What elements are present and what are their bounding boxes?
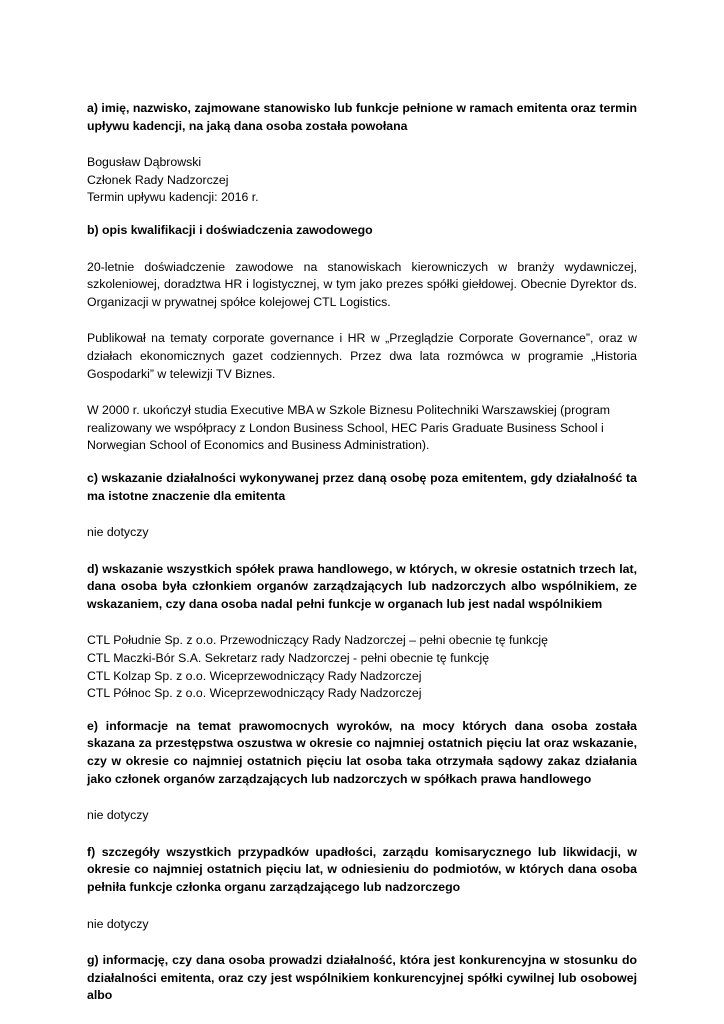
experience-paragraph: 20-letnie doświadczenie zawodowe na stanowiskach kierowniczych w branży wydawniczej, szkoleniowej, doradztwa HR i logistycznej, w tym jako prezes spółki giełdowej. Obecnie Dyrektor ds. Organizacji w prywatnej spółce kolejowej CTL Logistics. (87, 259, 637, 309)
education-paragraph (87, 402, 637, 455)
publications-paragraph: Publikował na tematy corporate governance i HR w „Przeglądzie Corporate Governance”, oraz w działach ekonomicznych gazet codziennych. Przez dwa lata rozmówca w programie „Historia Gospodarki” w telewizji TV Biznes. (87, 331, 637, 381)
person-position: Członek Rady Nadzorczej (87, 172, 229, 187)
company-item: CTL Północ Sp. z o.o. Wiceprzewodniczący Rady Nadzorczej (87, 686, 422, 701)
company-item: CTL Południe Sp. z o.o. Przewodniczący Rady Nadzorczej – pełni obecnie tę funkcję (87, 633, 548, 648)
section-a-details (87, 154, 637, 207)
education-line: Norwegian School of Economics and Business Administration). (87, 438, 430, 453)
section-b-heading: b) opis kwalifikacji i doświadczenia zawodowego (87, 222, 373, 237)
section-c-heading: c) wskazanie działalności wykonywanej przez daną osobę poza emitentem, gdy działalność ta ma istotne znaczenie dla emitenta (87, 470, 637, 503)
section-f-heading: f) szczegóły wszystkich przypadków upadłości, zarządu komisarycznego lub likwidacji, w okresie co najmniej ostatnich pięciu lat, w odniesieniu do podmiotów, w których dana osoba pełniła funkcje członka organu zarządzającego lub nadzorczego (87, 844, 637, 894)
section-c-answer: nie dotyczy (87, 525, 149, 540)
document-page (87, 100, 637, 1005)
company-list (87, 632, 637, 702)
section-f-answer: nie dotyczy (87, 916, 149, 931)
education-line: W 2000 r. ukończył studia Executive MBA w Szkole Biznesu Politechniki Warszawskiej (program (87, 403, 611, 418)
education-line: realizowany we współpracy z London Business School, HEC Paris Graduate Business School i (87, 420, 604, 435)
section-e-answer: nie dotyczy (87, 808, 149, 823)
company-item: CTL Maczki-Bór S.A. Sekretarz rady Nadzorczej - pełni obecnie tę funkcję (87, 651, 490, 666)
section-e-heading: e) informacje na temat prawomocnych wyroków, na mocy których dana osoba została skazana za przestępstwa oszustwa w okresie co najmniej ostatnich pięciu lat oraz wskazanie, czy w okresie co najmniej ostatnich pięciu lat osoba taka otrzymała sądowy zakaz działania jako członek organów zarządzających lub nadzorczych w spółkach prawa handlowego (87, 718, 637, 786)
section-a-heading: a) imię, nazwisko, zajmowane stanowisko lub funkcje pełnione w ramach emitenta oraz termin upływu kadencji, na jaką dana osoba została powołana (87, 101, 637, 133)
person-name: Bogusław Dąbrowski (87, 155, 202, 170)
company-item: CTL Kolzap Sp. z o.o. Wiceprzewodniczący Rady Nadzorczej (87, 668, 422, 683)
term-of-office: Termin upływu kadencji: 2016 r. (87, 190, 259, 205)
section-d-heading: d) wskazanie wszystkich spółek prawa handlowego, w których, w okresie ostatnich trzech lat, dana osoba była członkiem organów zarządzających lub nadzorczych albo wspólnikiem, ze wskazaniem, czy dana osoba nadal pełni funkcje w organach lub jest nadal wspólnikiem (87, 561, 637, 611)
section-g-heading: g) informację, czy dana osoba prowadzi działalność, która jest konkurencyjna w stosunku do działalności emitenta, oraz czy jest wspólnikiem konkurencyjnej spółki cywilnej lub osobowej albo (87, 953, 637, 1003)
